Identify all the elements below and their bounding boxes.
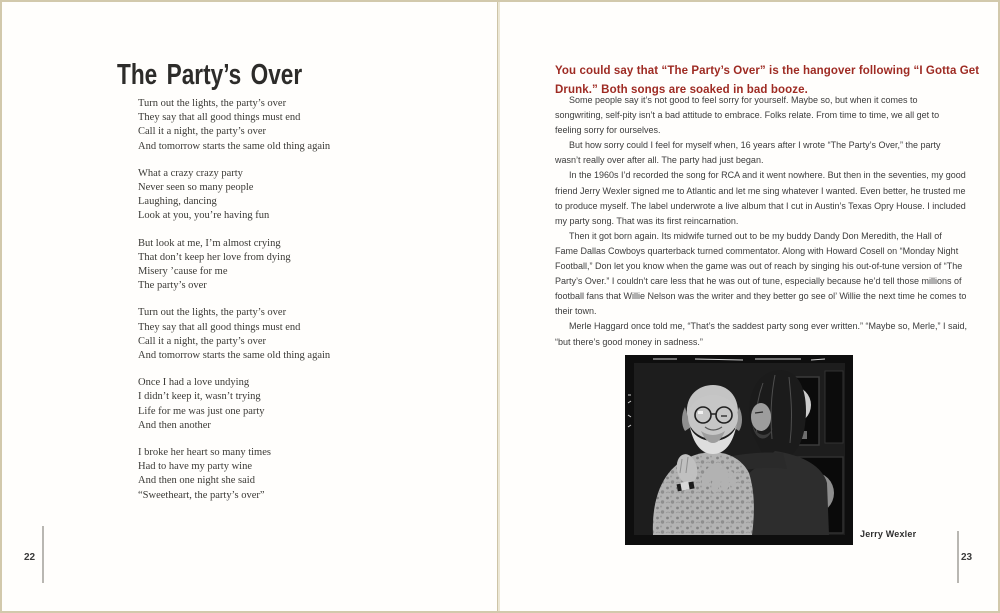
folio-rule-left [42, 526, 44, 583]
lyric-stanza [138, 376, 398, 433]
lyric-line: Call it a night, the party’s over [138, 335, 267, 347]
lyric-stanza [138, 97, 398, 154]
lyric-line: The party’s over [138, 280, 207, 292]
essay-paragraph: Some people say it’s not good to feel sorry for yourself. Maybe so, but when it comes to songwriting, self-pity isn’t a bad attitude to embrace. Folks relate. From time to time, we all get to feeling sorry for ourselves. [555, 95, 940, 136]
lyric-line: But look at me, I’m almost crying [138, 237, 281, 249]
lyric-line: And then another [138, 419, 211, 431]
lyric-line: And tomorrow starts the same old thing again [138, 140, 331, 152]
lyric-stanza [138, 306, 398, 363]
lyric-line: “Sweetheart, the party’s over” [138, 489, 265, 501]
essay-paragraph: Then it got born again. Its midwife turned out to be my buddy Dandy Don Meredith, the Hall of Fame Dallas Cowboys quarterback turned commentator. Along with Howard Cosell on “Monday Night Football,” Don let you know when the game was out of reach by singing his out-of-tune version of “The Party’s Over.” I couldn’t care less that he was out of tune, especially because he’d tell those millions of football fans that Willie Nelson was the writer and they better go see ol’ Willie the next time he comes to their town. [555, 230, 967, 317]
photo-art [625, 355, 853, 545]
lyric-line: Misery ’cause for me [138, 266, 228, 278]
essay-body [555, 93, 967, 350]
lyric-line: And tomorrow starts the same old thing again [138, 350, 331, 362]
lyric-line: Turn out the lights, the party’s over [138, 98, 287, 109]
lyric-line: What a crazy crazy party [138, 167, 243, 179]
essay-intro-heading: You could say that “The Party’s Over” is the hangover following “I Gotta Get Drunk.” Both songs are soaked in bad booze. [555, 65, 980, 96]
page-number-left: 22 [24, 552, 36, 563]
photo-jerry-wexler [625, 355, 853, 545]
lyric-line: I didn’t keep it, wasn’t trying [138, 391, 261, 403]
song-lyrics [138, 97, 398, 516]
lyric-stanza [138, 237, 398, 294]
lyric-line: Had to have my party wine [138, 461, 253, 473]
photo-caption: Jerry Wexler [860, 529, 917, 539]
lyric-line: They say that all good things must end [138, 112, 301, 124]
lyric-line: Look at you, you’re having fun [138, 210, 270, 222]
essay-paragraph: Merle Haggard once told me, “That’s the saddest party song ever written.” “Maybe so, Merle,” I said, “but there’s good money in sadness.” [555, 321, 968, 347]
lyric-stanza [138, 167, 398, 224]
lyric-line: They say that all good things must end [138, 321, 301, 333]
lyric-line: Life for me was just one party [138, 405, 265, 417]
lyric-line: Laughing, dancing [138, 196, 217, 208]
lyric-stanza [138, 446, 398, 503]
song-title: The Party’s Over [117, 59, 303, 91]
essay-paragraph: But how sorry could I feel for myself when, 16 years after I wrote “The Party’s Over,” the party wasn’t really over after all. The party had just began. [555, 140, 941, 166]
lyric-line: That don’t keep her love from dying [138, 251, 291, 263]
lyric-line: I broke her heart so many times [138, 447, 271, 459]
lyric-line: Once I had a love undying [138, 377, 250, 389]
page-spine-divider [497, 0, 500, 613]
lyric-line: Turn out the lights, the party’s over [138, 307, 287, 319]
lyric-line: Never seen so many people [138, 182, 254, 194]
essay-paragraph: In the 1960s I’d recorded the song for RCA and it went nowhere. But then in the seventies, my good friend Jerry Wexler signed me to Atlantic and let me sing whatever I wanted. Even better, he trusted me to produce myself. The label underwrote a live album that I cut in Austin’s Texas Opry House. I included my party song. That was its first reincarnation. [555, 170, 966, 226]
page-number-right: 23 [961, 552, 973, 563]
folio-rule-right [957, 531, 959, 583]
lyric-line: And then one night she said [138, 475, 255, 487]
lyric-line: Call it a night, the party’s over [138, 126, 267, 138]
